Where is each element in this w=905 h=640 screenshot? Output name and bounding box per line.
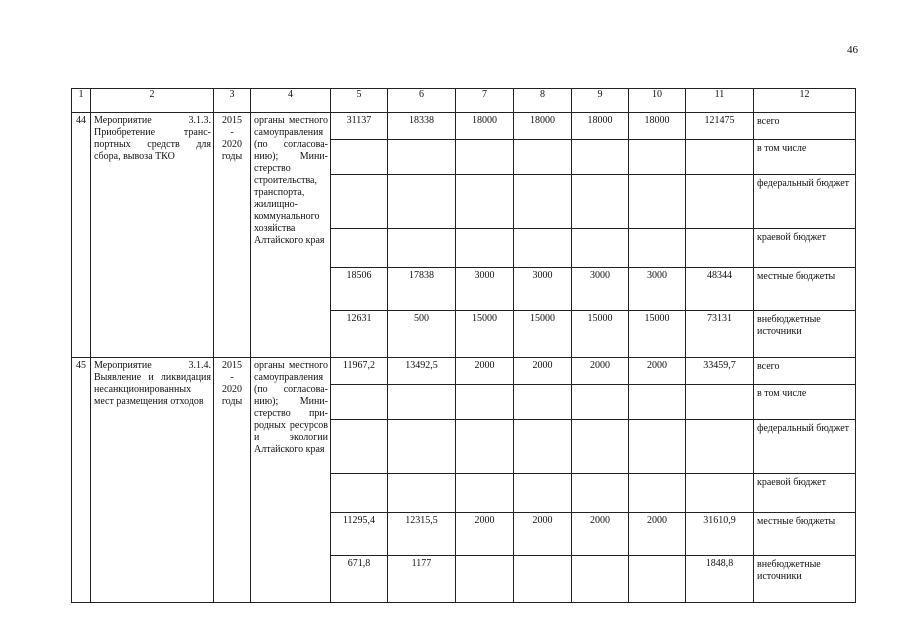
value-cell: 11967,2 <box>331 358 388 385</box>
funding-source: федеральный бюджет <box>754 420 856 474</box>
value-cell: 2000 <box>629 358 686 385</box>
value-cell: 18338 <box>388 113 456 140</box>
value-cell <box>686 474 754 513</box>
value-cell <box>572 385 629 420</box>
value-cell: 2000 <box>514 513 572 556</box>
value-cell <box>331 140 388 175</box>
value-cell: 15000 <box>629 311 686 358</box>
table-row <box>72 358 856 385</box>
value-cell: 12631 <box>331 311 388 358</box>
period-years: 2015 - 2020 годы <box>214 358 251 603</box>
value-cell <box>456 175 514 229</box>
column-header: 11 <box>686 89 754 113</box>
funding-source: федеральный бюджет <box>754 175 856 229</box>
value-cell <box>686 385 754 420</box>
funding-source: в том числе <box>754 140 856 175</box>
column-header: 5 <box>331 89 388 113</box>
value-cell <box>629 175 686 229</box>
value-cell: 31137 <box>331 113 388 140</box>
value-cell <box>629 385 686 420</box>
value-cell: 31610,9 <box>686 513 754 556</box>
column-header: 1 <box>72 89 91 113</box>
value-cell <box>388 229 456 268</box>
value-cell: 1177 <box>388 556 456 603</box>
column-header: 12 <box>754 89 856 113</box>
value-cell <box>572 556 629 603</box>
value-cell <box>629 140 686 175</box>
activity-description: Мероприятие 3.1.3. Приобретение транспортных средств для сбора, вывоза ТКО <box>91 113 214 358</box>
value-cell: 2000 <box>629 513 686 556</box>
period-years: 2015 - 2020 годы <box>214 113 251 358</box>
value-cell: 2000 <box>514 358 572 385</box>
funding-source: местные бюджеты <box>754 268 856 311</box>
column-header: 10 <box>629 89 686 113</box>
value-cell <box>388 140 456 175</box>
value-cell: 48344 <box>686 268 754 311</box>
row-number: 45 <box>72 358 91 603</box>
column-header: 9 <box>572 89 629 113</box>
value-cell <box>686 229 754 268</box>
value-cell: 2000 <box>456 358 514 385</box>
column-header: 4 <box>251 89 331 113</box>
value-cell: 500 <box>388 311 456 358</box>
value-cell: 15000 <box>456 311 514 358</box>
column-header: 7 <box>456 89 514 113</box>
value-cell <box>629 229 686 268</box>
value-cell <box>514 140 572 175</box>
value-cell: 3000 <box>456 268 514 311</box>
value-cell <box>456 556 514 603</box>
value-cell <box>388 175 456 229</box>
value-cell <box>686 140 754 175</box>
value-cell: 18506 <box>331 268 388 311</box>
row-number: 44 <box>72 113 91 358</box>
page-number: 46 <box>847 44 858 56</box>
funding-source: всего <box>754 113 856 140</box>
value-cell <box>514 229 572 268</box>
executor-description: органы местного самоуправления (по согласованию); Министерство строительства, транспорта, жилищно-коммунального хозяйства Алтайского края <box>251 113 331 358</box>
funding-source: в том числе <box>754 385 856 420</box>
value-cell: 15000 <box>572 311 629 358</box>
value-cell: 1848,8 <box>686 556 754 603</box>
value-cell <box>514 385 572 420</box>
column-header: 6 <box>388 89 456 113</box>
value-cell <box>456 385 514 420</box>
value-cell <box>629 556 686 603</box>
value-cell <box>388 474 456 513</box>
value-cell <box>331 229 388 268</box>
value-cell: 33459,7 <box>686 358 754 385</box>
column-header: 3 <box>214 89 251 113</box>
value-cell: 2000 <box>572 358 629 385</box>
value-cell <box>514 556 572 603</box>
value-cell <box>331 385 388 420</box>
table-row <box>72 113 856 140</box>
value-cell: 18000 <box>572 113 629 140</box>
value-cell <box>388 420 456 474</box>
value-cell <box>572 175 629 229</box>
value-cell <box>331 474 388 513</box>
column-header: 2 <box>91 89 214 113</box>
value-cell: 18000 <box>514 113 572 140</box>
value-cell <box>514 420 572 474</box>
value-cell: 15000 <box>514 311 572 358</box>
funding-source: внебюджетные источники <box>754 311 856 358</box>
value-cell <box>629 474 686 513</box>
value-cell: 11295,4 <box>331 513 388 556</box>
value-cell: 12315,5 <box>388 513 456 556</box>
value-cell <box>456 420 514 474</box>
funding-source: краевой бюджет <box>754 229 856 268</box>
funding-source: местные бюджеты <box>754 513 856 556</box>
value-cell <box>331 175 388 229</box>
value-cell: 17838 <box>388 268 456 311</box>
value-cell <box>629 420 686 474</box>
value-cell: 671,8 <box>331 556 388 603</box>
value-cell <box>331 420 388 474</box>
value-cell: 18000 <box>629 113 686 140</box>
value-cell: 73131 <box>686 311 754 358</box>
funding-source: внебюджетные источники <box>754 556 856 603</box>
header-row <box>72 89 856 113</box>
value-cell <box>456 140 514 175</box>
value-cell: 3000 <box>572 268 629 311</box>
activity-description: Мероприятие 3.1.4. Выявление и ликвидация несанкционированных мест размещения отходов <box>91 358 214 603</box>
value-cell <box>514 175 572 229</box>
value-cell <box>456 474 514 513</box>
value-cell: 3000 <box>514 268 572 311</box>
value-cell <box>514 474 572 513</box>
executor-description: органы местного самоуправления (по согласованию); Министерство природных ресурсов и экологии Алтайского края <box>251 358 331 603</box>
value-cell <box>686 420 754 474</box>
value-cell <box>456 229 514 268</box>
value-cell <box>572 420 629 474</box>
value-cell: 2000 <box>572 513 629 556</box>
value-cell <box>572 229 629 268</box>
funding-source: краевой бюджет <box>754 474 856 513</box>
value-cell <box>572 474 629 513</box>
value-cell: 2000 <box>456 513 514 556</box>
value-cell: 121475 <box>686 113 754 140</box>
budget-table <box>71 88 856 603</box>
funding-source: всего <box>754 358 856 385</box>
value-cell: 13492,5 <box>388 358 456 385</box>
value-cell: 18000 <box>456 113 514 140</box>
value-cell <box>388 385 456 420</box>
value-cell <box>572 140 629 175</box>
value-cell: 3000 <box>629 268 686 311</box>
column-header: 8 <box>514 89 572 113</box>
value-cell <box>686 175 754 229</box>
